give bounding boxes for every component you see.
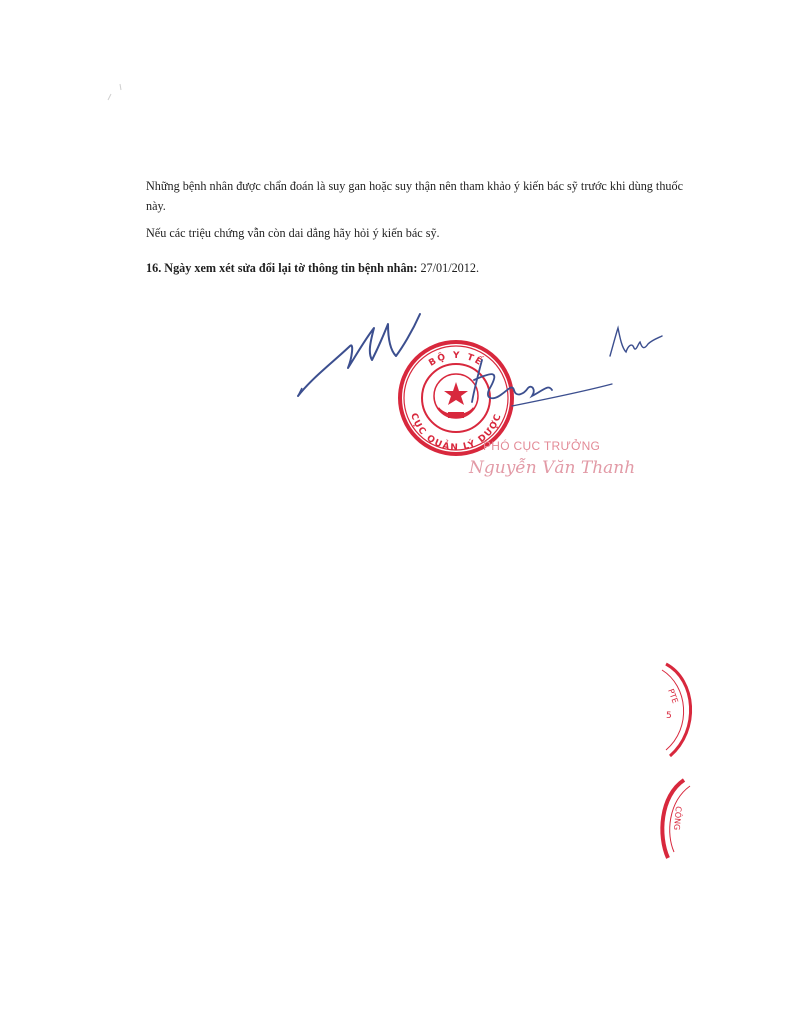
side-stamp-bottom-text: CÔNG — [671, 805, 683, 831]
revision-date: 27/01/2012. — [420, 261, 480, 275]
stamp-name: Nguyễn Văn Thanh — [469, 458, 636, 478]
revision-heading: 16. Ngày xem xét sửa đổi lại tờ thông tin bệnh nhân: — [146, 261, 418, 275]
svg-text:5: 5 — [666, 711, 672, 721]
paragraph-liver-kidney-warning: Những bệnh nhân được chẩn đoán là suy gan hoặc suy thận nên tham khảo ý kiến bác sỹ trước khi dùng thuốc này. — [146, 179, 684, 213]
revision-date-line — [146, 258, 686, 278]
stamp-ring-bottom-text: CỤC QUẢN LÝ DƯỢC — [408, 412, 504, 454]
stamp-ring-top-text: BỘ Y TẾ — [427, 350, 485, 369]
paragraph-persistent-symptoms: Nếu các triệu chứng vẫn còn dai dẳng hãy hỏi ý kiến bác sỹ. — [146, 226, 440, 240]
side-stamp-top — [656, 660, 699, 760]
side-stamp-bottom — [654, 776, 699, 862]
side-stamp-top-text: PTE — [666, 687, 680, 705]
corner-mark — [100, 80, 130, 110]
stamp-role: PHÓ CỤC TRƯỞNG — [483, 439, 601, 453]
initials-signature — [602, 322, 666, 362]
